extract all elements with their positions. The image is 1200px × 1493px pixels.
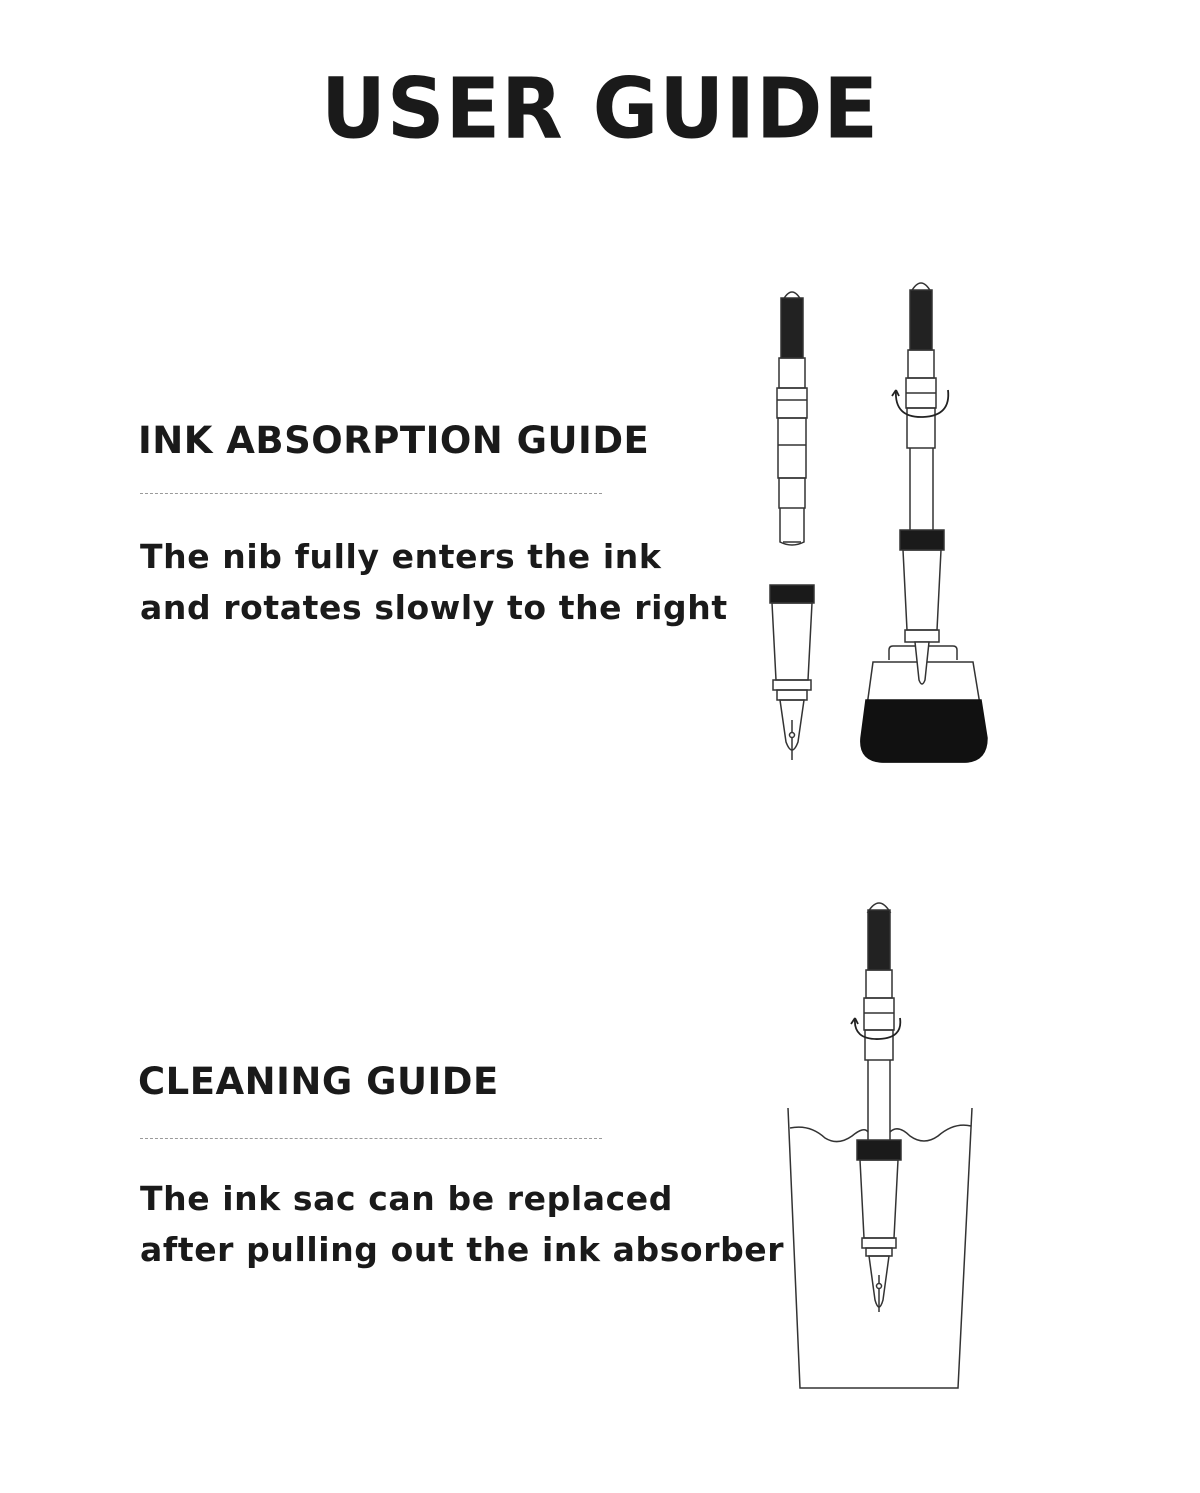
cleaning-line-1: The ink sac can be replaced bbox=[140, 1179, 674, 1218]
pen-in-ink-bottle bbox=[861, 283, 987, 762]
cleaning-heading: CLEANING GUIDE bbox=[138, 1060, 499, 1103]
ink-absorption-line-2: and rotates slowly to the right bbox=[140, 588, 728, 627]
cleaning-divider bbox=[140, 1138, 602, 1139]
ink-absorption-divider bbox=[140, 493, 602, 494]
page-title: USER GUIDE bbox=[320, 59, 880, 158]
converter-part bbox=[777, 292, 807, 545]
cleaning-description bbox=[140, 1173, 784, 1275]
cleaning-illustration bbox=[780, 900, 990, 1400]
pen-in-water-cup bbox=[788, 903, 972, 1388]
ink-absorption-heading: INK ABSORPTION GUIDE bbox=[138, 419, 650, 462]
ink-absorption-line-1: The nib fully enters the ink bbox=[140, 537, 662, 576]
ink-absorption-illustration bbox=[755, 280, 1015, 780]
cleaning-line-2: after pulling out the ink absorber bbox=[140, 1230, 785, 1269]
nib-section-part bbox=[770, 585, 814, 760]
ink-absorption-description bbox=[140, 531, 728, 633]
